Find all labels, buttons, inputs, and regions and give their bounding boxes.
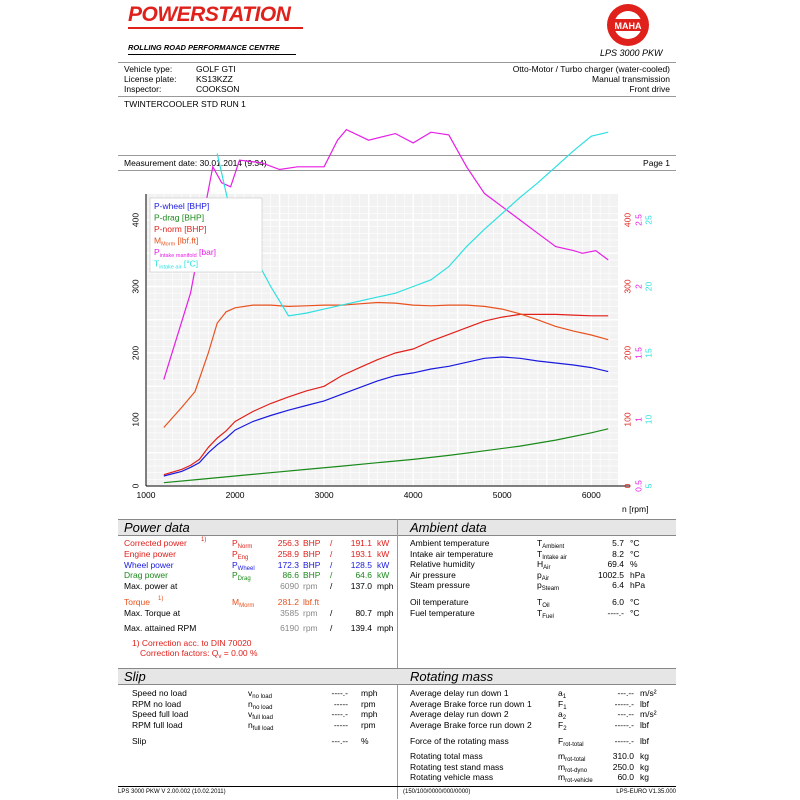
ambient-row-symbol: $p_{Air}$	[537, 569, 550, 582]
power-row-symbol: $P_{Drag}$	[232, 570, 251, 583]
ambient-row-value: 6.0	[612, 597, 624, 607]
power-row-symbol: $P_{Norm}$	[232, 538, 253, 550]
power-data-title: Power data	[124, 520, 190, 535]
footnote-marker: 1)	[158, 596, 164, 602]
right-tick-label-torque: 400	[622, 212, 633, 228]
ambient-row-label: Steam pressure	[410, 580, 470, 591]
rotating-row-label: Rotating vehicle mass	[410, 772, 494, 782]
ambient-row-symbol: $H_{Air}$	[537, 559, 551, 572]
vehicle-type-label: Vehicle type:	[124, 64, 173, 74]
footnote-marker: 1)	[201, 537, 207, 543]
slip-row-unit: rpm	[361, 719, 376, 730]
power-row-label: Corrected power	[124, 538, 187, 548]
max-power-rpm: 6090	[280, 581, 299, 592]
power-row-symbol: $P_{Eng}$	[232, 548, 249, 561]
rotating-row-label: Average delay run down 1	[410, 688, 509, 698]
rotating-row-value: -----.-	[614, 698, 634, 709]
max-rpm-value: 6190	[280, 623, 299, 633]
right-tick-label-boost: 2.5	[633, 214, 644, 226]
rotating-row-value: 310.0	[612, 751, 634, 761]
ambient-row-symbol: $T_{Fuel}$	[537, 607, 554, 620]
left-tick-label: 400	[130, 212, 141, 228]
ambient-row-label: Oil temperature	[410, 597, 469, 607]
max-power-label: Max. power at	[124, 581, 178, 592]
rotating-row-unit: lbf	[640, 698, 649, 709]
legend-entry: $P_{intake manifold}$ [bar]	[154, 247, 217, 259]
ambient-row-symbol: $T_{Oil}$	[537, 597, 550, 609]
max-torque-rpm-unit: rpm	[303, 607, 318, 618]
slip-header	[118, 668, 397, 685]
ambient-row-unit: °C	[630, 538, 640, 548]
rotating-row-symbol: $m_{rot-dyno}$	[558, 761, 588, 774]
ambient-row-label: Air pressure	[410, 569, 456, 580]
rotating-mass-title: Rotating mass	[410, 669, 494, 684]
rotating-row-value: 60.0	[617, 772, 634, 782]
x-tick-label: 3000	[314, 490, 334, 500]
rotating-row-label: Average Brake force run down 1	[410, 698, 532, 709]
power-row-sep: /	[330, 559, 333, 570]
x-tick-label: 5000	[492, 490, 512, 500]
ambient-row-unit: hPa	[630, 569, 646, 580]
slip-row-label: Speed no load	[132, 688, 187, 698]
ambient-row-value: ----.-	[607, 607, 624, 618]
power-row-value1: 172.3	[277, 559, 299, 570]
ambient-row-symbol: $T_{Intake air}$	[537, 548, 567, 561]
legend-entry: $T_{intake air}$ [°C]	[154, 258, 199, 271]
right-tick-label-boost: 1.5	[633, 347, 644, 359]
footer-left: LPS 3000 PKW V 2.00.002 (10.02.2011)	[118, 789, 226, 795]
right-tick-label-temp: 15	[643, 348, 654, 358]
right-tick-label-temp: 10	[643, 414, 654, 425]
power-row-value2: 193.1	[350, 548, 372, 559]
power-row-value2: 64.6	[355, 570, 372, 581]
ambient-row-symbol: $T_{Ambient}$	[537, 538, 565, 550]
max-torque-speed-unit: mph	[377, 607, 394, 618]
max-torque-sep: /	[330, 607, 333, 618]
rotating-row-unit: kg	[640, 761, 649, 772]
left-tick-label: 300	[130, 279, 141, 294]
rotating-row-symbol: $m_{rot-total}$	[558, 751, 586, 763]
report-page	[118, 0, 676, 800]
left-tick-label: 0	[130, 483, 141, 489]
rotating-row-unit: kg	[640, 751, 649, 761]
max-torque-rpm: 3585	[280, 607, 299, 618]
correction-note: 1) Correction acc. to DIN 70020	[132, 638, 252, 648]
license-plate-value: KS13KZZ	[196, 74, 233, 84]
power-row-unit1: BHP	[303, 559, 321, 570]
inspector-value: COOKSON	[196, 84, 240, 94]
page-number: Page 1	[643, 158, 670, 168]
power-row-value1: 258.9	[277, 548, 299, 559]
max-power-sep: /	[330, 581, 333, 592]
slip-row-unit: mph	[361, 688, 378, 698]
rotating-row-label: Force of the rotating mass	[410, 736, 509, 746]
right-tick-label-torque: 100	[622, 412, 633, 427]
power-row-label: Wheel power	[124, 559, 174, 570]
max-power-speed: 137.0	[350, 581, 372, 592]
slip-row-value: ----.-	[331, 709, 348, 719]
slip-row-value: ----.-	[331, 688, 348, 698]
ambient-row-unit: °C	[630, 548, 640, 559]
ambient-row-value: 69.4	[607, 559, 624, 570]
max-power-rpm-unit: rpm	[303, 581, 318, 592]
ambient-row-label: Ambient temperature	[410, 538, 490, 548]
ambient-row-value: 1002.5	[598, 569, 624, 580]
right-tick-label-temp: 20	[643, 281, 654, 292]
torque-value: 281.2	[277, 597, 299, 607]
ambient-row-label: Relative humidity	[410, 559, 475, 570]
left-tick-label: 200	[130, 345, 141, 361]
rotating-row-value: -----.-	[614, 736, 634, 746]
brand-underline	[128, 27, 303, 29]
power-row-sep: /	[330, 570, 333, 581]
ambient-row-value: 5.7	[612, 538, 624, 548]
ambient-row-value: 6.4	[612, 580, 624, 591]
max-rpm-speed-unit: mph	[377, 623, 394, 633]
ambient-row-label: Fuel temperature	[410, 607, 475, 618]
rotating-row-value: ---.--	[617, 688, 634, 698]
right-tick-label-torque: 300	[622, 279, 633, 294]
inspector-label: Inspector:	[124, 84, 162, 94]
slip-row-label: RPM no load	[132, 698, 182, 709]
x-tick-label: 2000	[225, 490, 245, 500]
max-rpm-label: Max. attained RPM	[124, 623, 197, 633]
slip-row-value: -----	[333, 719, 348, 730]
rotating-row-symbol: $a_2$	[558, 709, 567, 721]
rotating-row-unit: m/s²	[640, 688, 657, 698]
power-row-sep: /	[330, 538, 333, 548]
power-row-symbol: $P_{Wheel}$	[232, 559, 255, 572]
x-tick-label: 4000	[403, 490, 423, 500]
x-tick-label: 6000	[581, 490, 601, 500]
ambient-data-title: Ambient data	[410, 520, 487, 535]
rotating-row-label: Average delay run down 2	[410, 709, 509, 719]
ambient-row-value: 8.2	[612, 548, 624, 559]
rotating-row-value: -----.-	[614, 719, 634, 730]
power-row-value1: 256.3	[277, 538, 299, 548]
rotating-row-symbol: $a_1$	[558, 688, 567, 700]
slip-row-symbol: $n_{full load}$	[248, 719, 274, 732]
rotating-row-label: Average Brake force run down 2	[410, 719, 532, 730]
power-row-label: Engine power	[124, 548, 176, 559]
ambient-row-unit: °C	[630, 607, 640, 618]
rotating-row-symbol: $m_{rot-vehicle}$	[558, 772, 593, 784]
power-row-unit2: kW	[377, 570, 390, 581]
power-row-sep: /	[330, 548, 333, 559]
rotating-row-unit: kg	[640, 772, 649, 782]
maha-logo-text: MAHA	[614, 21, 642, 31]
slip-title: Slip	[124, 669, 146, 684]
rotating-row-label: Rotating total mass	[410, 751, 483, 761]
vehicle-type-value: GOLF GTI	[196, 64, 236, 74]
power-row-unit2: kW	[377, 548, 390, 559]
power-row-unit2: kW	[377, 538, 390, 548]
x-tick-label: 1000	[136, 490, 156, 500]
max-rpm-speed: 139.4	[350, 623, 372, 633]
right-tick-label-boost: 0.5	[633, 480, 644, 492]
slip-row-value: ---.--	[331, 736, 348, 746]
rotating-row-unit: lbf	[640, 719, 649, 730]
power-row-unit1: BHP	[303, 548, 321, 559]
right-tick-label-boost: 1	[633, 417, 644, 422]
right-tick-label-boost: 2	[633, 284, 644, 289]
legend-entry: P-drag [BHP]	[154, 212, 205, 223]
right-tick-label-torque: 0	[622, 483, 633, 489]
power-row-label: Drag power	[124, 570, 168, 581]
power-row-unit1: BHP	[303, 538, 321, 548]
rotating-row-unit: lbf	[640, 736, 649, 746]
slip-row-unit: %	[361, 736, 369, 746]
slip-row-symbol: $n_{no load}$	[248, 698, 273, 711]
measurement-date: Measurement date: 30.01.2014 (9:34)	[124, 158, 267, 168]
max-torque-label: Max. Torque at	[124, 607, 181, 618]
ambient-row-label: Intake air temperature	[410, 548, 494, 559]
power-row-unit2: kW	[377, 559, 390, 570]
footer-right: LPS-EURO V1.35.000	[616, 789, 676, 795]
legend-entry: $M_{Morm}$ [lbf.ft]	[154, 235, 199, 248]
right-tick-label-temp: 5	[643, 483, 654, 489]
ambient-row-unit: °C	[630, 597, 640, 607]
slip-row-label: Speed full load	[132, 709, 189, 719]
engine-type: Otto-Motor / Turbo charger (water-cooled)	[512, 64, 670, 74]
rotating-row-symbol: $F_2$	[558, 719, 567, 732]
brand-tagline: ROLLING ROAD PERFORMANCE CENTRE	[128, 43, 280, 52]
max-torque-speed: 80.7	[355, 607, 372, 618]
brand-title: POWERSTATION	[128, 3, 291, 26]
torque-label: Torque	[124, 597, 150, 607]
ambient-row-unit: hPa	[630, 580, 646, 591]
slip-row-symbol: $v_{full load}$	[248, 709, 273, 721]
correction-factors: Correction factors: $Q_v = 0.00$ %	[140, 648, 258, 660]
slip-row-label: Slip	[132, 736, 147, 746]
footer-center: (150/100/0000/000/0000)	[403, 789, 471, 795]
power-row-unit1: BHP	[303, 570, 321, 581]
slip-row-symbol: $v_{no load}$	[248, 688, 272, 700]
drive-type: Front drive	[629, 84, 670, 94]
rotating-row-unit: m/s²	[640, 709, 657, 719]
transmission-type: Manual transmission	[592, 74, 670, 84]
slip-row-unit: mph	[361, 709, 378, 719]
left-tick-label: 100	[130, 412, 141, 427]
model-label: LPS 3000 PKW	[600, 48, 663, 58]
run-name: TWINTERCOOLER STD RUN 1	[124, 99, 246, 109]
rotating-row-label: Rotating test stand mass	[410, 761, 504, 772]
license-plate-label: License plate:	[124, 74, 177, 84]
torque-unit: lbf.ft	[303, 597, 320, 607]
legend-entry: P-wheel [BHP]	[154, 201, 210, 211]
rotating-row-symbol: $F_{rot-total}$	[558, 736, 584, 748]
right-tick-label-torque: 200	[622, 345, 633, 361]
ambient-row-symbol: $p_{Steam}$	[537, 580, 560, 593]
maha-logo	[604, 3, 652, 49]
max-power-speed-unit: mph	[377, 581, 394, 592]
right-tick-label-temp: 25	[643, 215, 654, 225]
slip-row-value: -----	[333, 698, 348, 709]
rotating-row-value: ---.--	[617, 709, 634, 719]
power-row-value1: 86.6	[282, 570, 299, 581]
x-axis-label: n [rpm]	[622, 504, 649, 514]
rotating-row-value: 250.0	[612, 761, 634, 772]
brand-tagline-underline	[128, 54, 296, 55]
power-row-value2: 128.5	[350, 559, 372, 570]
slip-row-label: RPM full load	[132, 719, 183, 730]
max-rpm-unit: rpm	[303, 623, 318, 633]
rotating-row-symbol: $F_1$	[558, 698, 567, 711]
power-row-value2: 191.1	[350, 538, 372, 548]
slip-row-unit: rpm	[361, 698, 376, 709]
max-rpm-sep: /	[330, 623, 333, 633]
legend-entry: P-norm [BHP]	[154, 224, 207, 234]
dyno-chart	[118, 172, 676, 517]
torque-symbol: $M_{Morm}$	[232, 597, 255, 609]
ambient-row-unit: %	[630, 559, 638, 570]
